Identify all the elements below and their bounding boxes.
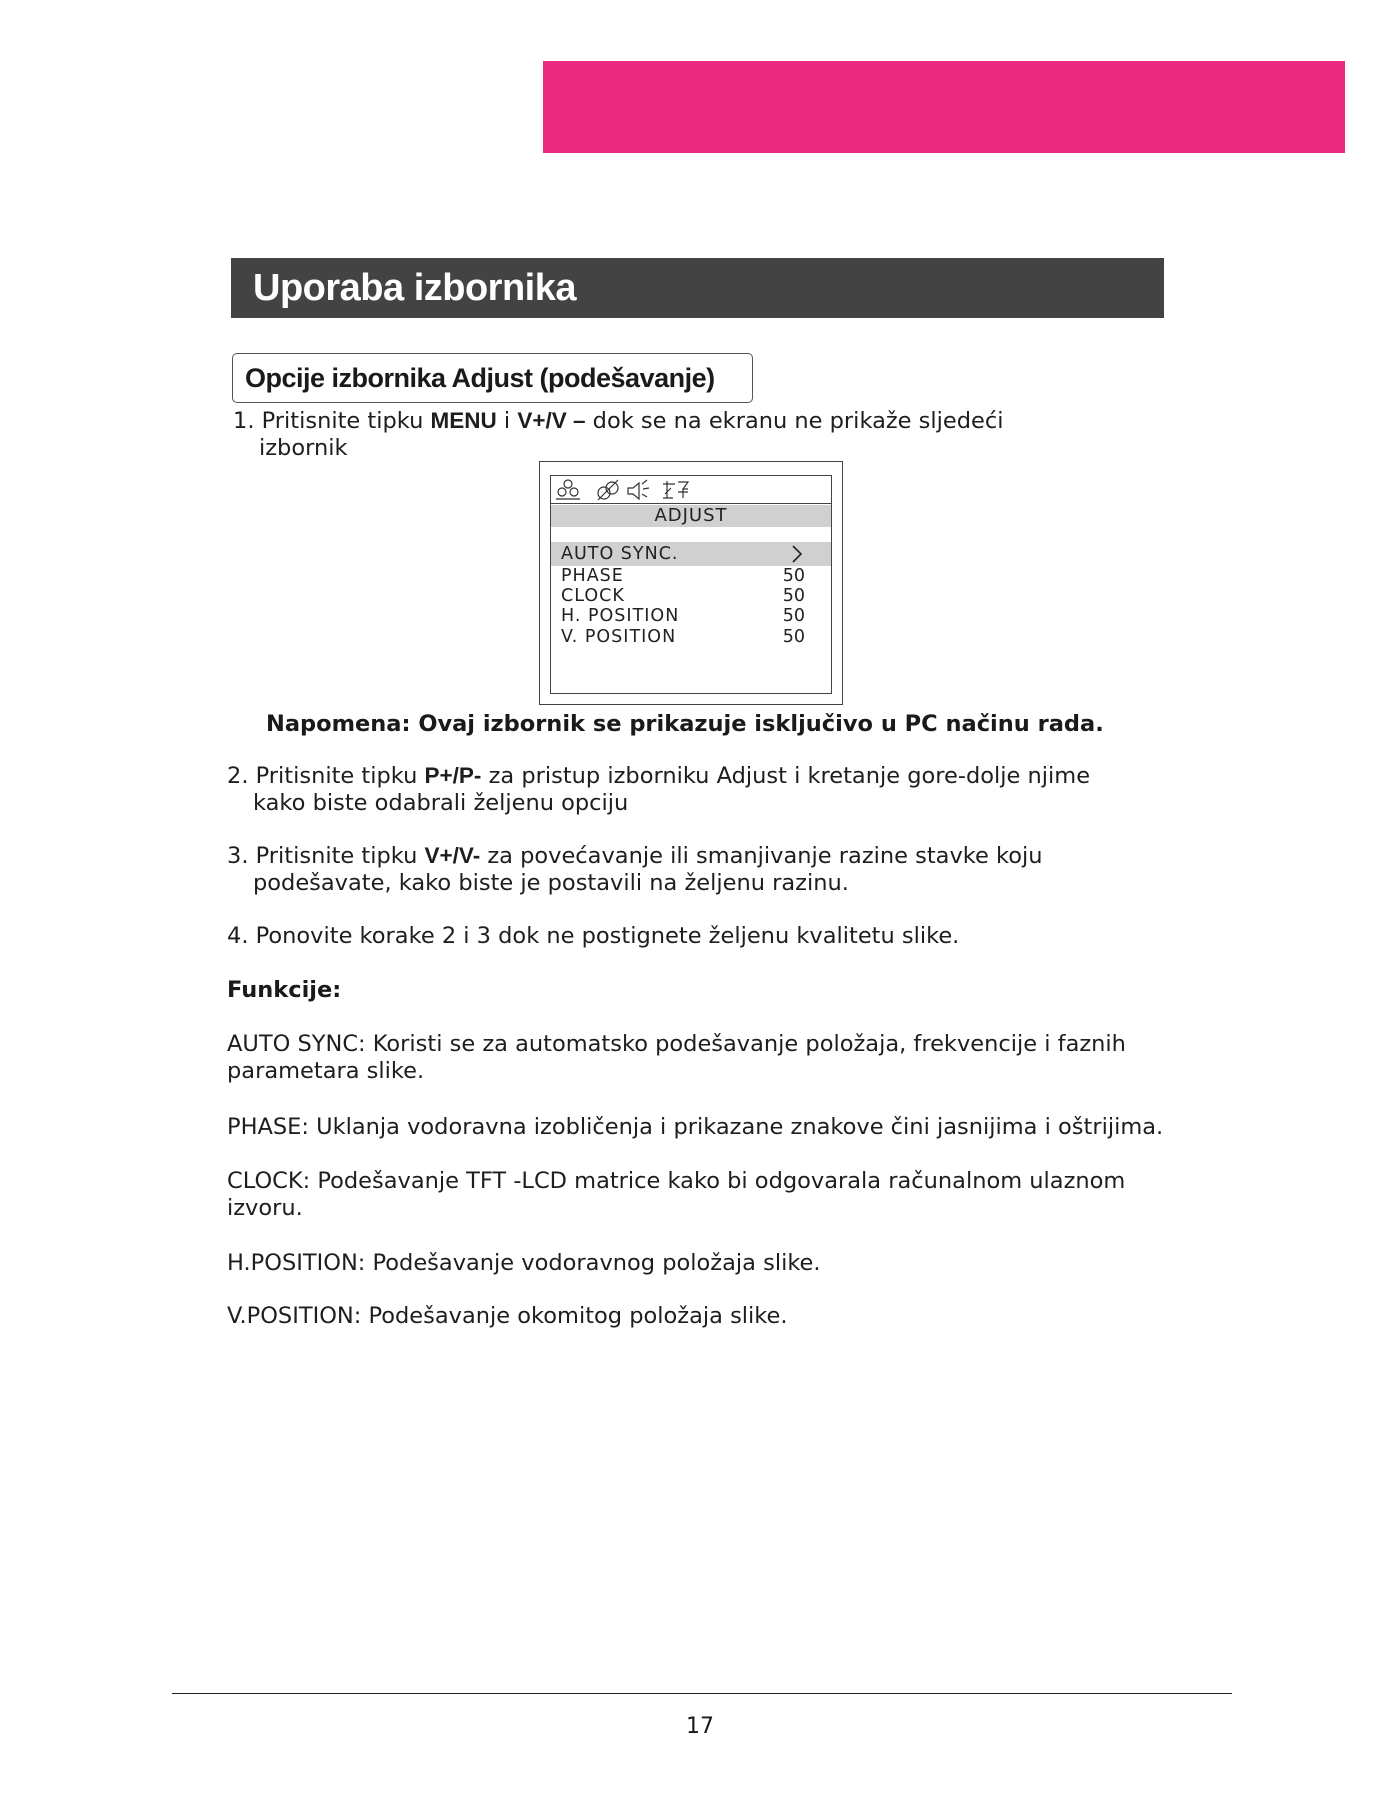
step-3 — [227, 842, 1187, 897]
function-v-position: V.POSITION: Podešavanje okomitog položaja slike. — [227, 1303, 788, 1329]
step-1 — [233, 407, 1193, 462]
function-text: AUTO SYNC: Koristi se za automatsko podešavanje položaja, frekvencije i faznih — [227, 1031, 1126, 1057]
step-3-continuation: podešavate, kako biste je postavili na željenu razinu. — [253, 870, 849, 896]
function-clock — [227, 1168, 1187, 1222]
step-3-text: za povećavanje ili smanjivanje razine stavke koju — [480, 843, 1043, 869]
osd-icon-bar — [551, 476, 831, 504]
function-auto-sync — [227, 1031, 1187, 1085]
osd-row-phase[interactable] — [551, 566, 831, 587]
osd-menu-screen — [550, 475, 832, 694]
step-1-text: i — [496, 408, 518, 434]
header-accent-bar — [543, 61, 1345, 153]
osd-row-label: H. POSITION — [561, 606, 680, 626]
osd-menu-figure — [539, 461, 843, 705]
osd-row-value: 50 — [782, 566, 805, 586]
note: Napomena: Ovaj izbornik se prikazuje isključivo u PC načinu rada. — [266, 711, 1104, 737]
osd-row-h-position[interactable] — [551, 606, 831, 627]
section-title: Uporaba izbornika — [253, 266, 576, 309]
step-1-continuation: izbornik — [259, 435, 348, 461]
function-text: CLOCK: Podešavanje TFT -LCD matrice kako bi odgovarala računalnom ulaznom — [227, 1168, 1126, 1194]
key-volume: V+/V- — [424, 843, 481, 868]
function-text: parametara slike. — [227, 1058, 425, 1084]
osd-row-value: 50 — [782, 627, 805, 647]
subtitle-box — [232, 353, 753, 403]
key-program: P+/P- — [424, 763, 482, 788]
subtitle: Opcije izbornika Adjust (podešavanje) — [245, 362, 715, 393]
chevron-right-icon — [791, 545, 803, 563]
step-3-text: 3. Pritisnite tipku — [227, 843, 425, 869]
functions-heading: Funkcije: — [227, 977, 342, 1003]
osd-row-label: CLOCK — [561, 586, 625, 606]
key-menu: MENU — [430, 408, 497, 433]
section-title-bar — [231, 258, 1164, 318]
osd-row-label: PHASE — [561, 566, 624, 586]
tools-icon — [661, 478, 691, 502]
picture-icon — [555, 478, 581, 502]
speaker-icon — [625, 478, 651, 502]
page-number: 17 — [686, 1714, 714, 1739]
function-text: izvoru. — [227, 1195, 303, 1221]
step-4: 4. Ponovite korake 2 i 3 dok ne postignete željenu kvalitetu slike. — [227, 923, 960, 949]
step-2 — [227, 762, 1187, 817]
footer-divider — [172, 1693, 1232, 1694]
step-2-text: 2. Pritisnite tipku — [227, 763, 425, 789]
osd-row-v-position[interactable] — [551, 627, 831, 648]
osd-header: ADJUST — [551, 505, 831, 527]
key-volume: V+/V – — [517, 408, 586, 433]
color-icon — [595, 478, 621, 502]
osd-row-auto-sync[interactable] — [551, 542, 831, 566]
osd-row-clock[interactable] — [551, 586, 831, 607]
osd-row-label: AUTO SYNC. — [561, 544, 679, 564]
osd-row-label: V. POSITION — [561, 627, 677, 647]
function-phase: PHASE: Uklanja vodoravna izobličenja i prikazane znakove čini jasnijima i oštrijima. — [227, 1114, 1164, 1140]
step-1-text: dok se na ekranu ne prikaže sljedeći — [585, 408, 1004, 434]
osd-row-value: 50 — [782, 606, 805, 626]
step-2-text: za pristup izborniku Adjust i kretanje gore-dolje njime — [481, 763, 1091, 789]
step-2-continuation: kako biste odabrali željenu opciju — [253, 790, 629, 816]
function-h-position: H.POSITION: Podešavanje vodoravnog položaja slike. — [227, 1250, 821, 1276]
osd-row-value: 50 — [782, 586, 805, 606]
step-1-text: 1. Pritisnite tipku — [233, 408, 431, 434]
